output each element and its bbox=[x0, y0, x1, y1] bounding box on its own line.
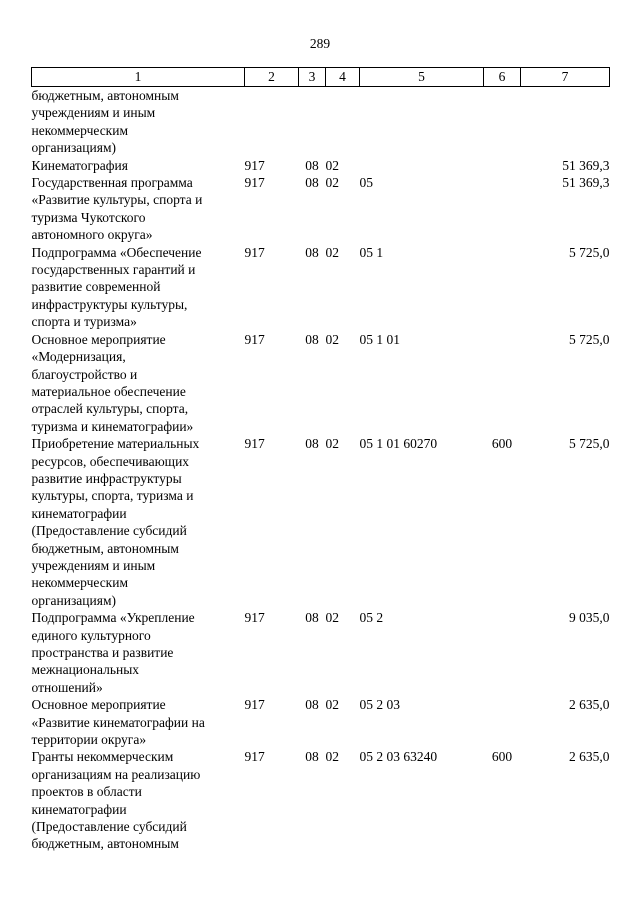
row-name bbox=[32, 157, 245, 174]
row-name-line: проектов в области bbox=[31, 784, 142, 800]
page-number: 289 bbox=[309, 36, 331, 51]
row-name-line: территории округа» bbox=[31, 732, 147, 748]
row-expense-type bbox=[484, 87, 521, 157]
row-name-line: некоммерческим bbox=[31, 575, 129, 591]
row-target-article: 05 2 03 bbox=[359, 697, 400, 713]
row-glava: 917 bbox=[244, 436, 265, 452]
row-target-article: 05 bbox=[359, 175, 373, 191]
row-name-line: организациям) bbox=[31, 140, 117, 156]
row-name bbox=[32, 331, 245, 435]
header-col-6: 6 bbox=[484, 68, 521, 87]
row-target-article: 05 1 01 bbox=[359, 331, 400, 347]
row-name-line: бюджетным, автономным bbox=[31, 540, 179, 556]
table-row bbox=[32, 157, 610, 174]
row-podrazdel: 02 bbox=[325, 610, 339, 626]
row-razdel: 08 bbox=[305, 244, 319, 260]
header-col-3: 3 bbox=[299, 68, 326, 87]
header-col-5: 5 bbox=[360, 68, 484, 87]
row-name-line: единого культурного bbox=[31, 627, 151, 643]
row-glava bbox=[245, 87, 299, 157]
table-row bbox=[32, 696, 610, 748]
row-name-line: Приобретение материальных bbox=[31, 436, 200, 452]
row-podrazdel: 02 bbox=[325, 436, 339, 452]
table-row bbox=[32, 174, 610, 244]
row-razdel: 08 bbox=[305, 610, 319, 626]
row-name-line: государственных гарантий и bbox=[31, 262, 196, 278]
row-name-line: развитие современной bbox=[31, 279, 161, 295]
row-name bbox=[32, 435, 245, 609]
row-target-article bbox=[360, 87, 484, 157]
header-row bbox=[32, 68, 610, 87]
row-name-line: (Предоставление субсидий bbox=[31, 523, 187, 539]
row-name-line: кинематографии bbox=[31, 505, 127, 521]
row-amount: 5 725,0 bbox=[569, 244, 610, 260]
row-name-line: развитие инфраструктуры bbox=[31, 470, 182, 486]
header-col-2: 2 bbox=[245, 68, 299, 87]
row-name-line: Подпрограмма «Укрепление bbox=[31, 610, 195, 626]
header-col-7: 7 bbox=[521, 68, 610, 87]
row-name-line: некоммерческим bbox=[31, 122, 129, 138]
row-name-line: отношений» bbox=[31, 679, 103, 695]
row-razdel: 08 bbox=[305, 175, 319, 191]
row-razdel: 08 bbox=[305, 436, 319, 452]
row-amount: 9 035,0 bbox=[569, 610, 610, 626]
row-name-line: благоустройство и bbox=[31, 366, 138, 382]
row-name bbox=[32, 87, 245, 157]
row-amount: 51 369,3 bbox=[562, 157, 610, 173]
row-expense-type bbox=[484, 609, 521, 696]
row-name bbox=[32, 244, 245, 331]
row-glava: 917 bbox=[244, 157, 265, 173]
row-name-line: кинематографии bbox=[31, 801, 127, 817]
table-row bbox=[32, 87, 610, 157]
budget-table bbox=[31, 67, 610, 853]
row-expense-type bbox=[484, 331, 521, 435]
row-name-line: организациям на реализацию bbox=[31, 766, 201, 782]
row-name-line: ресурсов, обеспечивающих bbox=[31, 453, 190, 469]
row-name-line: отраслей культуры, спорта, bbox=[31, 401, 189, 417]
row-podrazdel: 02 bbox=[325, 175, 339, 191]
row-target-article: 05 1 01 60270 bbox=[359, 436, 438, 452]
row-name bbox=[32, 748, 245, 852]
row-razdel: 08 bbox=[305, 331, 319, 347]
row-name-line: Основное мероприятие bbox=[31, 697, 166, 713]
row-name-line: автономного округа» bbox=[31, 227, 153, 243]
row-expense-type: 600 bbox=[491, 436, 513, 452]
table-row bbox=[32, 609, 610, 696]
row-target-article: 05 2 bbox=[359, 610, 384, 626]
row-name-line: «Развитие кинематографии на bbox=[31, 714, 205, 730]
row-name-line: Подпрограмма «Обеспечение bbox=[31, 244, 202, 260]
row-amount: 2 635,0 bbox=[569, 697, 610, 713]
row-expense-type: 600 bbox=[491, 749, 513, 765]
row-podrazdel: 02 bbox=[325, 157, 339, 173]
row-name-line: учреждениям и иным bbox=[31, 105, 156, 121]
row-podrazdel: 02 bbox=[325, 697, 339, 713]
row-name-line: Государственная программа bbox=[31, 175, 193, 191]
row-amount bbox=[521, 87, 610, 157]
row-amount: 51 369,3 bbox=[562, 175, 610, 191]
row-glava: 917 bbox=[244, 610, 265, 626]
row-target-article: 05 1 bbox=[359, 244, 384, 260]
table-row bbox=[32, 748, 610, 852]
table-row bbox=[32, 244, 610, 331]
row-podrazdel bbox=[326, 87, 360, 157]
table-row bbox=[32, 331, 610, 435]
row-name-line: организациям) bbox=[31, 592, 117, 608]
row-expense-type bbox=[484, 244, 521, 331]
row-podrazdel: 02 bbox=[325, 331, 339, 347]
table-row bbox=[32, 435, 610, 609]
row-glava: 917 bbox=[244, 331, 265, 347]
row-razdel: 08 bbox=[305, 697, 319, 713]
row-name-line: бюджетным, автономным bbox=[31, 836, 179, 852]
header-col-4: 4 bbox=[326, 68, 360, 87]
row-expense-type bbox=[484, 696, 521, 748]
row-name-line: учреждениям и иным bbox=[31, 557, 156, 573]
row-podrazdel: 02 bbox=[325, 244, 339, 260]
header-col-1: 1 bbox=[32, 68, 245, 87]
row-name-line: «Модернизация, bbox=[31, 349, 126, 365]
row-amount: 5 725,0 bbox=[569, 436, 610, 452]
row-name-line: инфраструктуры культуры, bbox=[31, 296, 188, 312]
row-name-line: Гранты некоммерческим bbox=[31, 749, 174, 765]
row-name-line: Основное мероприятие bbox=[31, 331, 166, 347]
row-amount: 5 725,0 bbox=[569, 331, 610, 347]
row-glava: 917 bbox=[244, 244, 265, 260]
row-podrazdel: 02 bbox=[325, 749, 339, 765]
row-name bbox=[32, 609, 245, 696]
row-target-article bbox=[360, 157, 484, 174]
row-name-line: межнациональных bbox=[31, 662, 140, 678]
row-target-article: 05 2 03 63240 bbox=[359, 749, 438, 765]
row-name-line: туризма Чукотского bbox=[31, 209, 146, 225]
row-amount: 2 635,0 bbox=[569, 749, 610, 765]
row-name-line: пространства и развитие bbox=[31, 645, 174, 660]
row-glava: 917 bbox=[244, 749, 265, 765]
row-expense-type bbox=[484, 157, 521, 174]
row-glava: 917 bbox=[244, 697, 265, 713]
row-name-line: культуры, спорта, туризма и bbox=[31, 488, 194, 504]
row-name-line: бюджетным, автономным bbox=[31, 88, 179, 103]
row-name-line: материальное обеспечение bbox=[31, 383, 186, 399]
row-razdel: 08 bbox=[305, 749, 319, 765]
row-razdel bbox=[299, 87, 326, 157]
table-body bbox=[32, 87, 610, 853]
row-name bbox=[32, 174, 245, 244]
row-glava: 917 bbox=[244, 175, 265, 191]
row-name-line: «Развитие культуры, спорта и bbox=[31, 192, 203, 208]
row-expense-type bbox=[484, 174, 521, 244]
row-name-line: спорта и туризма» bbox=[31, 314, 137, 330]
row-name bbox=[32, 696, 245, 748]
row-name-line: Кинематография bbox=[31, 157, 128, 173]
row-name-line: туризма и кинематографии» bbox=[31, 418, 194, 434]
row-razdel: 08 bbox=[305, 157, 319, 173]
row-name-line: (Предоставление субсидий bbox=[31, 819, 187, 835]
